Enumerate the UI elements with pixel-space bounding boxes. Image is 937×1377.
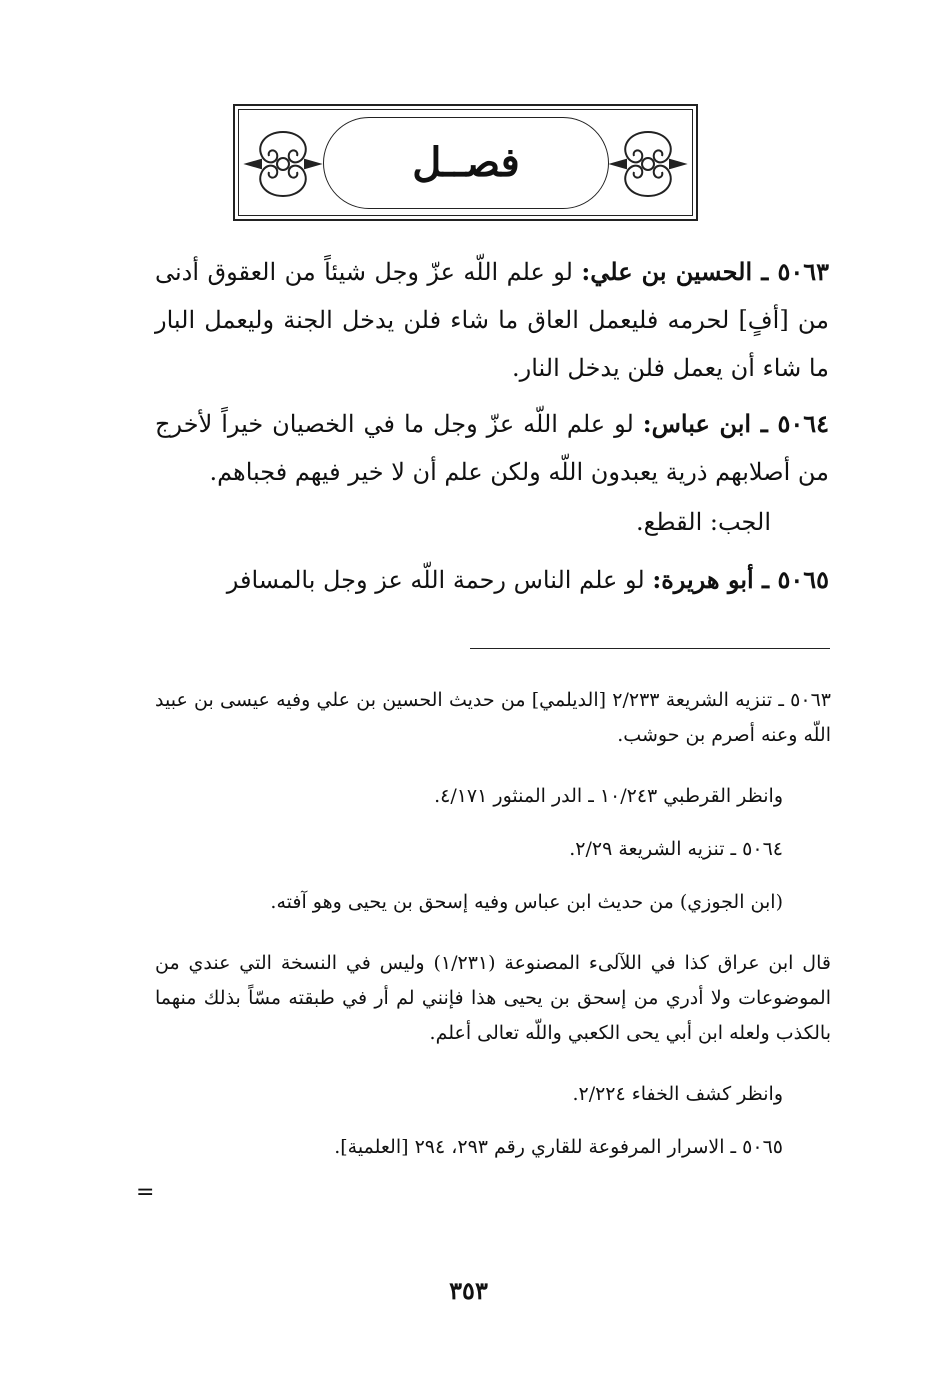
entry-text: لو علم اللّه عزّ وجل شيئاً من العقوق أدنى من [أفٍ] لحرمه فليعمل العاق ما شاء فلن يدخل الجنة وليعمل البار ما شاء أن يعمل فلن يدخل النار.: [155, 258, 829, 382]
footnotes-section: [155, 683, 831, 1191]
gloss-line: الجب: القطع.: [636, 508, 771, 536]
section-title: فصــل: [412, 139, 520, 186]
entry-number-narrator: ٥٠٦٣ ـ الحسين بن علي:: [581, 257, 829, 286]
footnote: وانظر كشف الخفاء ٢/٢٢٤.: [572, 1083, 783, 1105]
hadith-entry: [155, 556, 829, 604]
continuation-mark: =: [136, 1180, 155, 1205]
footnote-separator: [470, 648, 830, 649]
arabesque-ornament-icon: [243, 124, 323, 204]
entry-text: لو علم اللّه عزّ وجل ما في الخصيان خيراً لأخرج من أصلابهم ذرية يعبدون اللّه ولكن علم أن لا خير فيهم فجباهم.: [155, 410, 829, 486]
hadith-entry: [155, 400, 829, 496]
entry-number-narrator: ٥٠٦٤ ـ ابن عباس:: [642, 409, 829, 438]
footnote: ٥٠٦٤ ـ تنزيه الشريعة ٢/٢٩.: [569, 838, 783, 860]
footnote: ٥٠٦٥ ـ الاسرار المرفوعة للقاري رقم ٢٩٣، ٢٩٤ [العلمية].: [334, 1136, 783, 1158]
footnote: ٥٠٦٣ ـ تنزيه الشريعة ٢/٢٣٣ [الديلمي] من حديث الحسين بن علي وفيه عيسى بن عبيد اللّه وعنه أصرم بن حوشب.: [155, 689, 831, 746]
section-header-frame: [233, 104, 698, 221]
entry-text: لو علم الناس رحمة اللّه عز وجل بالمسافر: [226, 566, 645, 594]
arabesque-ornament-icon: [608, 124, 688, 204]
main-text-body: [155, 248, 829, 612]
entry-number-narrator: ٥٠٦٥ ـ أبو هريرة:: [652, 565, 829, 594]
footnote: وانظر القرطبي ١٠/٢٤٣ ـ الدر المنثور ٤/١٧١.: [434, 785, 783, 807]
footnote: قال ابن عراق كذا في اللآلىء المصنوعة (١/٢٣١) وليس في النسخة التي عندي من الموضوعات ولا أدري من إسحق بن يحيى هذا فإنني لم أر في طبقته مسّاً بذلك منهما بالكذب ولعله ابن أبي يحى الكعبي واللّه تعالى أعلم.: [155, 952, 831, 1044]
page-number: ٣٥٣: [449, 1276, 488, 1305]
hadith-entry: [155, 248, 829, 392]
footnote: (ابن الجوزي) من حديث ابن عباس وفيه إسحق بن يحيى وهو آفته.: [270, 891, 783, 913]
